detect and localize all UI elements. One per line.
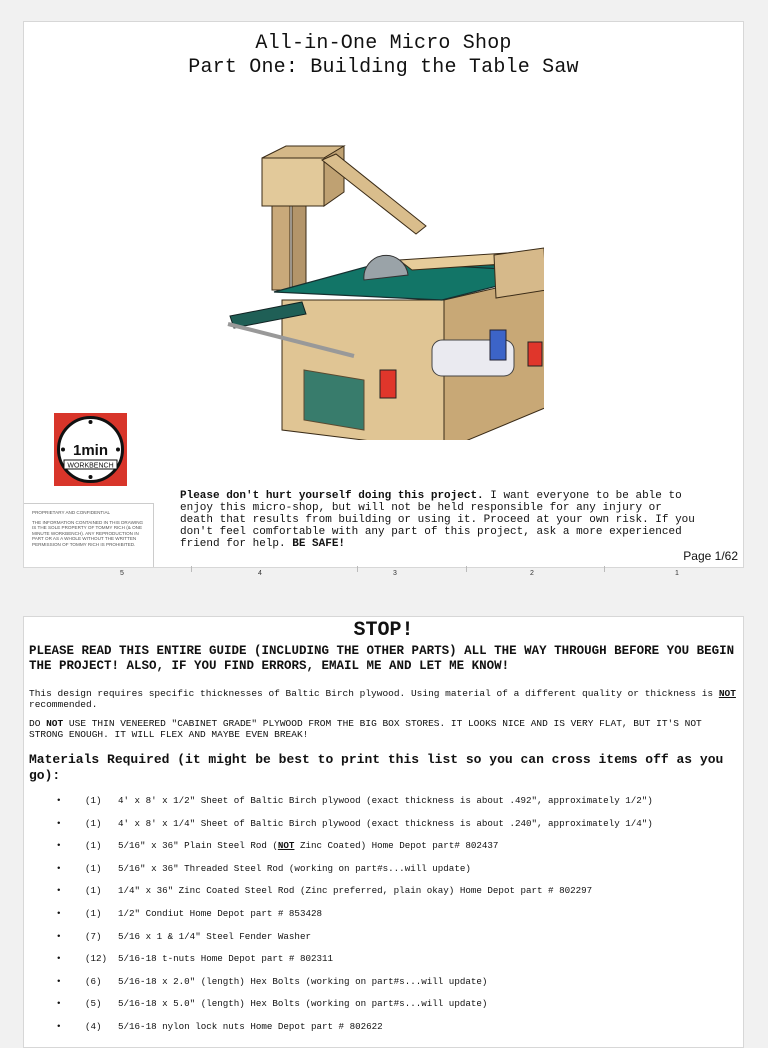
list-item: • (6) 5/16-18 x 2.0" (length) Hex Bolts (working on part#s...will update)	[56, 975, 488, 987]
proprietary-notice	[24, 503, 154, 567]
proprietary-body: THE INFORMATION CONTAINED IN THIS DRAWING IS THE SOLE PROPERTY OF TOMMY RICH (& ONE MINUTE WORKBENCH). ANY REPRODUCTION IN PART OR AS A WHOLE WITHOUT THE WRITTEN PERMISSION OF TOMMY RICH IS PROHIBITED.	[32, 519, 144, 547]
list-item: • (5) 5/16-18 x 5.0" (length) Hex Bolts (working on part#s...will update)	[56, 998, 488, 1010]
clock-icon	[54, 413, 127, 486]
veneer-warning: DO NOT USE THIN VENEERED "CABINET GRADE" PLYWOOD FROM THE BIG BOX STORES. IT LOOKS NICE AND IS VERY FLAT, BUT IT'S NOT STRONG ENOUGH. IT WILL FLEX AND MAYBE EVEN BREAK!	[29, 718, 702, 740]
logo-subtext: WORKBENCH	[67, 462, 114, 470]
zone-label: 4	[258, 570, 262, 577]
stop-heading: STOP!	[353, 619, 414, 642]
logo-text: 1min	[72, 442, 109, 459]
page-number: Page 1/62	[683, 549, 738, 563]
plywood-note: This design requires specific thicknesses of Baltic Birch plywood. Using material of a different quality or thickness is NOT recommended.	[29, 688, 736, 710]
zone-label: 3	[393, 570, 397, 577]
proprietary-heading: PROPRIETARY AND CONFIDENTIAL	[32, 510, 111, 515]
list-item: • (1) 5/16" x 36" Threaded Steel Rod (working on part#s...will update)	[56, 862, 471, 874]
list-item: • (7) 5/16 x 1 & 1/4" Steel Fender Washer	[56, 930, 311, 942]
read-guide-warning: PLEASE READ THIS ENTIRE GUIDE (INCLUDING THE OTHER PARTS) ALL THE WAY THROUGH BEFORE YOU BEGIN THE PROJECT! ALSO, IF YOU FIND ERRORS, EMAIL ME AND LET ME KNOW!	[29, 644, 735, 673]
warning-end: BE SAFE!	[292, 538, 346, 550]
warning-bold: Please don't hurt yourself doing this project.	[180, 490, 484, 502]
warning-text: I want everyone to be able to enjoy this micro-shop, but will not be held responsible for any injury or death that results from building or using it. Proceed at your own risk. If you don't feel comfortable with any part of this project, ask a more experienced friend for help.	[180, 490, 695, 550]
list-item: • (1) 1/2" Condiut Home Depot part # 853428	[56, 907, 322, 919]
cover-page	[23, 21, 744, 568]
materials-heading: Materials Required (it might be best to print this list so you can cross items off as you go):	[29, 752, 724, 783]
list-item: • (1) 5/16" x 36" Plain Steel Rod (NOT Zinc Coated) Home Depot part# 802437	[56, 840, 499, 852]
zone-label: 2	[530, 570, 534, 577]
drawing-zone-ruler	[23, 566, 742, 586]
workbench-logo	[54, 413, 127, 486]
table-saw-illustration	[194, 130, 544, 440]
zone-label: 5	[120, 570, 124, 577]
list-item: • (4) 5/16-18 nylon lock nuts Home Depot part # 802622	[56, 1020, 383, 1032]
zone-label: 1	[675, 570, 679, 577]
list-item: • (1) 4' x 8' x 1/4" Sheet of Baltic Birch plywood (exact thickness is about .240", approximately 1/4")	[56, 817, 653, 829]
safety-warning	[180, 490, 700, 550]
list-item: • (12) 5/16-18 t-nuts Home Depot part # 802311	[56, 953, 334, 965]
title-line-1: All-in-One Micro Shop	[255, 32, 512, 55]
instructions-page	[23, 616, 744, 1048]
list-item: • (1) 4' x 8' x 1/2" Sheet of Baltic Birch plywood (exact thickness is about .492", approximately 1/2")	[56, 795, 653, 806]
title-line-2: Part One: Building the Table Saw	[188, 56, 579, 79]
list-item: • (1) 1/4" x 36" Zinc Coated Steel Rod (Zinc preferred, plain okay) Home Depot part # 802297	[56, 885, 593, 897]
materials-list	[24, 795, 743, 1044]
